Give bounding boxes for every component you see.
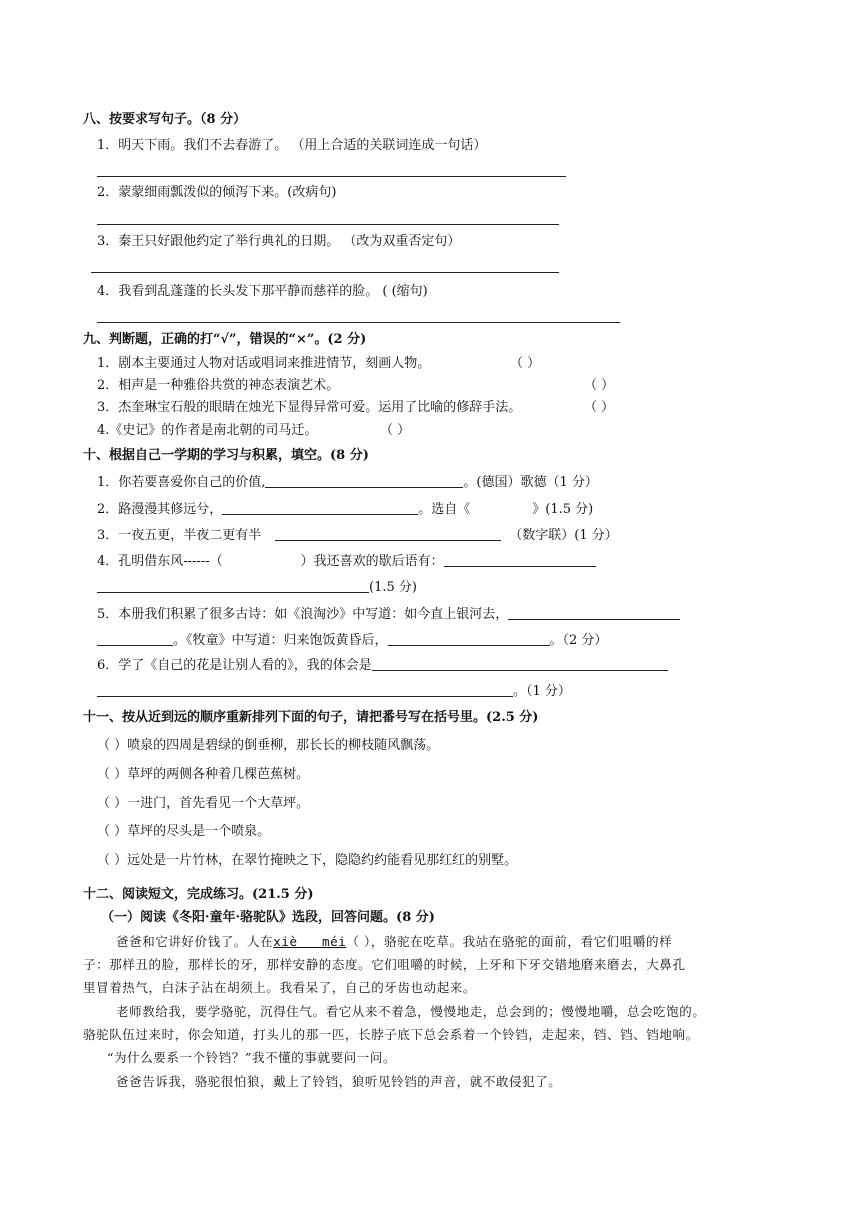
- s8-question-1: 1．明天下雨。我们不去春游了。 （用上合适的关联词连成一句话）: [97, 138, 487, 153]
- s8-question-2: 2．蒙蒙细雨瓢泼似的倾泻下来。(改病句): [97, 185, 337, 200]
- s9-item-4-answer[interactable]: （ ）: [380, 423, 411, 438]
- s10-q5-text-2: 。《牧童》中写道：归来饱饭黄昏后，: [173, 633, 388, 648]
- passage-line-5: 骆驼队伍过来时，你会知道，打头儿的那一匹，长脖子底下总会系着一个铃铛，走起来，铛、铛、铛地响。: [83, 1027, 699, 1042]
- s10-q2-blank[interactable]: [222, 500, 418, 515]
- s8-answer-line-3[interactable]: [91, 272, 559, 273]
- s8-answer-line-4[interactable]: [97, 322, 620, 323]
- s10-q6-blank-2[interactable]: [97, 682, 513, 697]
- s10-q1-source: 。(德国）歌德（1 分）: [463, 475, 598, 490]
- s9-item-3: 3．杰奎琳宝石般的眼睛在烛光下显得异常可爱。运用了比喻的修辞手法。: [97, 400, 522, 415]
- passage-line-1: [116, 932, 672, 952]
- s11-item-2[interactable]: （ ）草坪的两侧各种着几棵芭蕉树。: [97, 767, 310, 782]
- s10-q2-text: 2．路漫漫其修远兮，: [97, 502, 223, 517]
- s10-q5-score: 。（2 分）: [549, 633, 608, 648]
- s10-q5-blank-3[interactable]: [388, 631, 550, 646]
- passage-line-7: 爸爸告诉我，骆驼很怕狼，戴上了铃铛，狼听见铃铛的声音，就不敢侵犯了。: [116, 1074, 562, 1089]
- s10-q6-score: 。（1 分）: [513, 684, 571, 699]
- s8-answer-line-2[interactable]: [97, 224, 559, 225]
- s10-q2-source-open: 。选自《: [418, 502, 471, 517]
- passage-line-6: “为什么要系一个铃铛？”我不懂的事就要问一问。: [107, 1050, 397, 1065]
- s10-q4-blank-2[interactable]: [97, 578, 369, 593]
- s10-q5-blank-1[interactable]: [508, 605, 680, 620]
- passage-p1-start: 爸爸和它讲好价钱了。人在: [116, 934, 274, 949]
- section-8-heading: 八、按要求写句子。（8 分）: [83, 112, 247, 127]
- section-9-heading: 九、判断题，正确的打“√”，错误的“×”。(2 分): [83, 332, 367, 347]
- s10-q3-text: 3．一夜五更，半夜二更有半: [97, 528, 262, 543]
- s10-q4-text-2: ）我还喜欢的歇后语有：: [300, 554, 444, 569]
- s10-q4-blank-1[interactable]: [444, 552, 596, 567]
- s9-item-1-answer[interactable]: （ ）: [510, 356, 541, 371]
- s10-question-3: [97, 526, 618, 546]
- s9-item-2: 2．相声是一种雅俗共赏的神态表演艺术。: [97, 378, 340, 393]
- s11-item-3[interactable]: （ ）一进门，首先看见一个大草坪。: [97, 796, 310, 811]
- section-10-heading: 十、根据自己一学期的学习与积累，填空。(8 分): [83, 448, 369, 463]
- s8-answer-line-1[interactable]: [97, 176, 566, 177]
- s10-question-6-cont: [97, 682, 571, 702]
- s10-q3-blank[interactable]: [275, 526, 501, 541]
- section-11-heading: 十一、按从近到远的顺序重新排列下面的句子，请把番号写在括号里。(2.5 分): [83, 710, 539, 725]
- s10-q6-blank-1[interactable]: [372, 656, 668, 671]
- s9-item-3-answer[interactable]: （ ）: [584, 400, 615, 415]
- s8-question-3: 3．秦王只好跟他约定了举行典礼的日期。 （改为双重否定句）: [97, 234, 461, 249]
- passage-line-4: 老师教给我，要学骆驼，沉得住气。看它从来不着急，慢慢地走，总会到的；慢慢地嚼，总会吃饱的。: [116, 1004, 706, 1019]
- s8-question-4: 4．我看到乱蓬蓬的长头发下那平静而慈祥的脸。 ( (缩句): [97, 284, 428, 299]
- s10-question-4-cont: [97, 578, 417, 598]
- s10-q3-note: （数字联）(1 分）: [509, 528, 618, 543]
- s10-q6-text: 6．学了《自己的花是让别人看的》，我的体会是: [97, 658, 372, 673]
- s10-q4-score: (1.5 分): [369, 580, 417, 595]
- passage-line-2: 子：那样丑的脸，那样长的牙，那样安静的态度。它们咀嚼的时候，上牙和下牙交错地磨来磨去，大鼻孔: [83, 957, 686, 972]
- s10-q1-blank[interactable]: [265, 473, 463, 488]
- passage-p1-rest: （ ），骆驼在吃草。我站在骆驼的面前，看它们咀嚼的样: [346, 934, 673, 949]
- s10-question-5-cont: [97, 631, 607, 651]
- s9-item-4: 4.《史记》的作者是南北朝的司马迁。: [97, 423, 318, 438]
- s10-q1-text: 1．你若要喜爱你自己的价值,: [97, 475, 266, 490]
- s10-q5-blank-2[interactable]: [97, 631, 173, 646]
- s11-item-4[interactable]: （ ）草坪的尽头是一个喷泉。: [97, 824, 271, 839]
- s9-item-1: 1．剧本主要通过人物对话或唱词来推进情节，刻画人物。: [97, 356, 431, 371]
- s10-question-5: [97, 605, 680, 625]
- s10-question-6: [97, 656, 668, 676]
- s10-question-4: [97, 552, 596, 572]
- s10-question-1: [97, 473, 598, 493]
- s12-subheading-1: （一）阅读《冬阳·童年·骆驼队》选段，回答问题。(8 分): [101, 910, 435, 925]
- s10-q5-text: 5．本册我们积累了很多古诗：如《浪淘沙》中写道：如今直上银河去，: [97, 607, 509, 622]
- s9-item-2-answer[interactable]: （ ）: [584, 378, 615, 393]
- s11-item-5[interactable]: （ ）远处是一片竹林，在翠竹掩映之下，隐隐约约能看见那红红的别墅。: [97, 853, 518, 868]
- s10-q2-source-close: 》(1.5 分): [532, 502, 594, 517]
- section-12-heading: 十二、阅读短文，完成练习。(21.5 分): [83, 887, 314, 902]
- pinyin-blank: xiè méi: [273, 934, 347, 949]
- passage-line-3: 里冒着热气，白沫子沾在胡须上。我看呆了，自己的牙齿也动起来。: [83, 980, 477, 995]
- s10-question-2: [97, 500, 593, 520]
- s11-item-1[interactable]: （ ）喷泉的四周是碧绿的倒垂柳，那长长的柳枝随风飘荡。: [97, 738, 440, 753]
- s10-q4-text: 4．孔明借东风------（: [97, 554, 223, 569]
